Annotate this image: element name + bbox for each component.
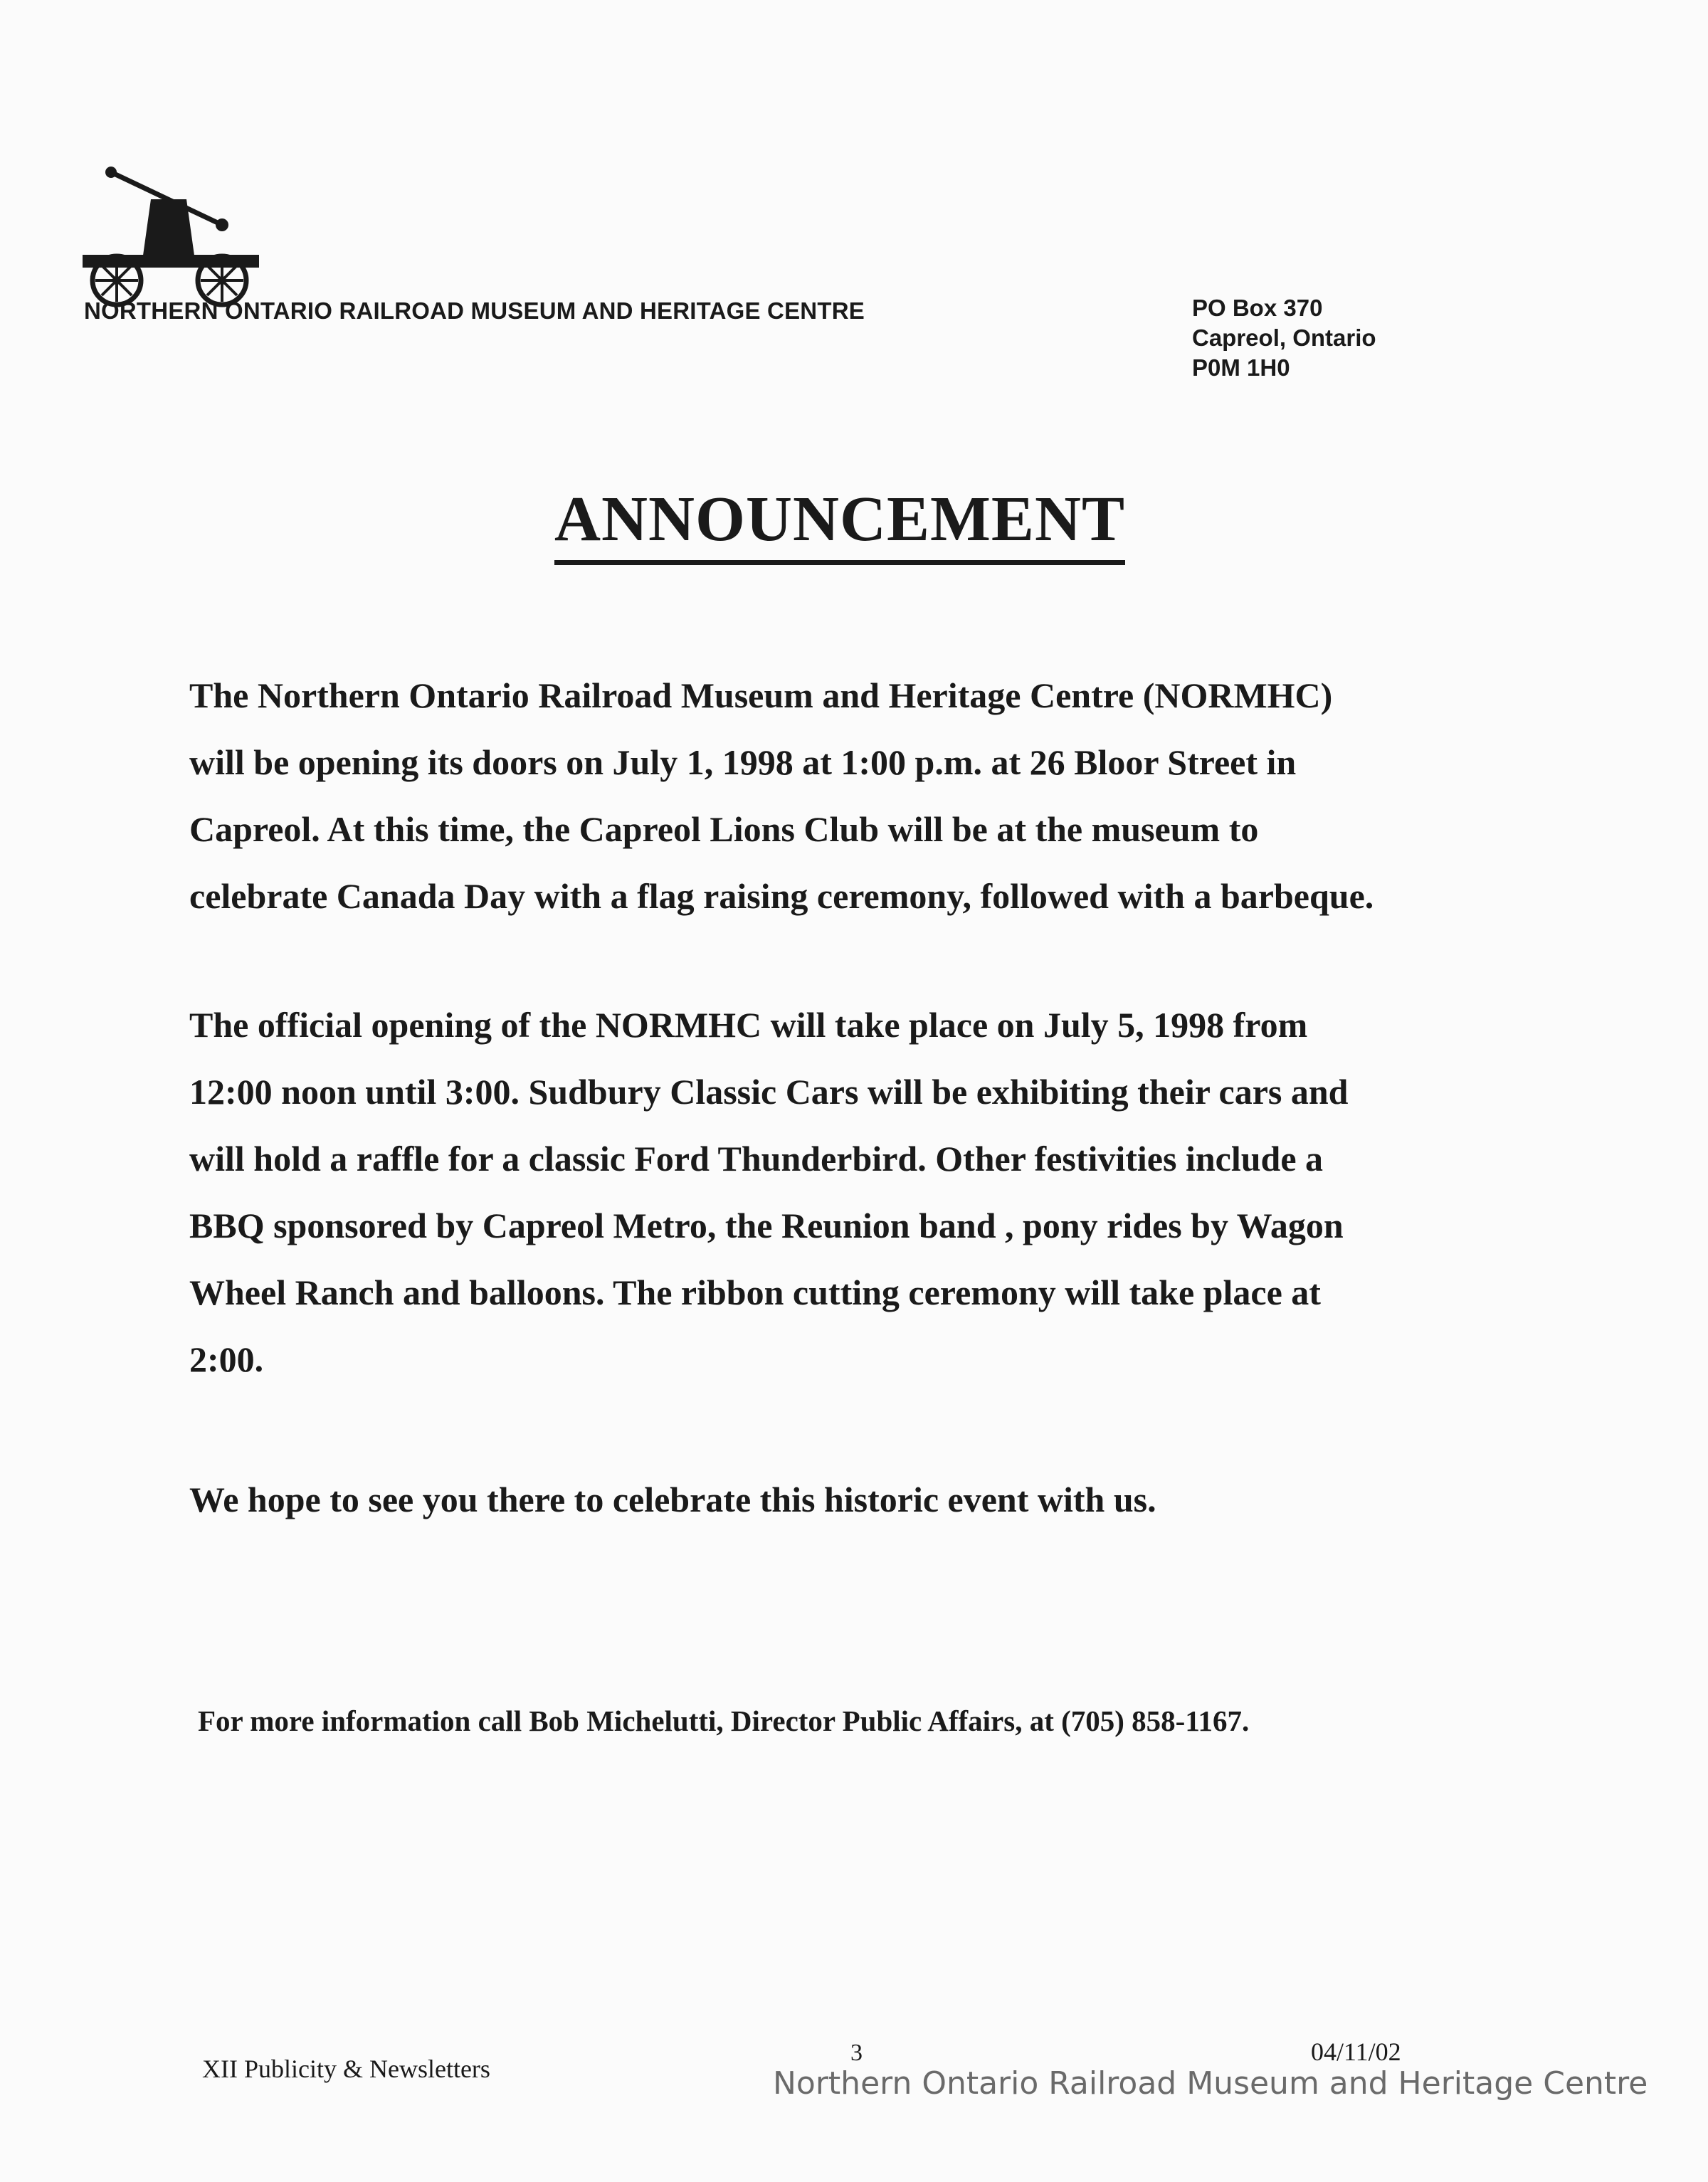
paragraph-line: 2:00.	[189, 1339, 264, 1379]
paragraph-line: Wheel Ranch and balloons. The ribbon cutting ceremony will take place at	[189, 1272, 1321, 1312]
watermark: Northern Ontario Railroad Museum and Heritage Centre	[773, 2065, 1648, 2102]
address-line: Capreol, Ontario	[1192, 325, 1376, 351]
paragraph-line: will hold a raffle for a classic Ford Thunderbird. Other festivities include a	[189, 1139, 1324, 1179]
address-line: PO Box 370	[1192, 295, 1323, 321]
paragraph-line: The official opening of the NORMHC will take place on July 5, 1998 from	[189, 1005, 1308, 1045]
paragraph-line: 12:00 noon until 3:00. Sudbury Classic Cars will be exhibiting their cars and	[189, 1072, 1349, 1112]
footer-section: XII Publicity & Newsletters	[202, 2055, 490, 2083]
footer-date: 04/11/02	[1311, 2038, 1401, 2066]
paragraph-line: will be opening its doors on July 1, 1998 at 1:00 p.m. at 26 Bloor Street in	[189, 742, 1297, 782]
contact-info: For more information call Bob Michelutti, Director Public Affairs, at (705) 858-1167.	[198, 1704, 1250, 1737]
paragraph-line: The Northern Ontario Railroad Museum and Heritage Centre (NORMHC)	[189, 675, 1333, 715]
paragraph-opening	[189, 662, 1541, 929]
paragraph-line: celebrate Canada Day with a flag raising ceremony, followed with a barbeque.	[189, 876, 1374, 916]
handcar-icon	[80, 162, 262, 307]
paragraph-line: BBQ sponsored by Capreol Metro, the Reunion band , pony rides by Wagon	[189, 1206, 1344, 1245]
paragraph-official-opening	[189, 991, 1541, 1393]
page-title: ANNOUNCEMENT	[554, 483, 1125, 565]
org-name: NORTHERN ONTARIO RAILROAD MUSEUM AND HERITAGE CENTRE	[84, 297, 865, 324]
page-title-wrapper	[0, 483, 1680, 565]
address-line: P0M 1H0	[1192, 354, 1290, 381]
footer-page-number: 3	[850, 2040, 863, 2066]
paragraph-closing	[189, 1466, 1541, 1533]
paragraph-line: We hope to see you there to celebrate this historic event with us.	[189, 1480, 1156, 1519]
paragraph-line: Capreol. At this time, the Capreol Lions Club will be at the museum to	[189, 809, 1259, 849]
mailing-address	[1192, 293, 1376, 383]
